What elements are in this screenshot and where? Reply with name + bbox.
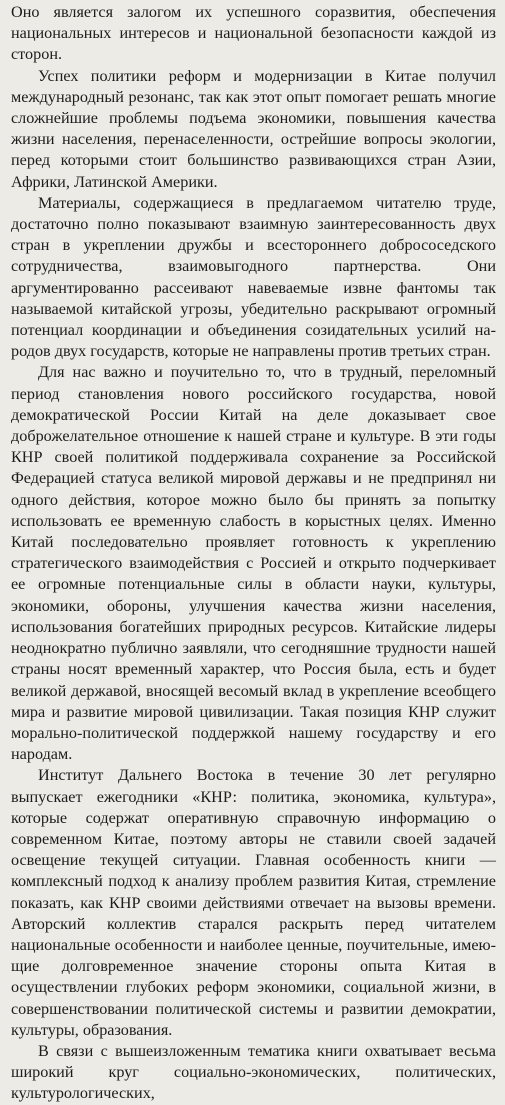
paragraph-continuation: Оно является залогом их успешного соразвития, обеспечения национальных интересов и национальной безопасности каждой из сторон. <box>11 3 496 64</box>
paragraph-materials: Материалы, содержащиеся в предлагаемом читателю труде, достаточно полно показывают взаимную заинтересованность двух стран в укреплении дружбы и всестороннего добрососедского сотрудничества, взаимовыгодного партнерства. Они аргументированно рассеивают навеваемые извне фантомы так называемой китайской угрозы, убедительно раскрывают огромный потенциал координации и объединения созидательных усилий народов двух государств, которые не направлены против третьих стран. <box>11 193 496 361</box>
paragraph-reform-resonance: Успех политики реформ и модернизации в Китае получил международный резонанс, так как этот опыт помогает решать многие сложнейшие проблемы подъема экономики, повышения качества жизни населения, перенаселенности, острейшие вопросы экологии, перед которыми стоит большинство развивающихся стран Азии, Африки, Латинской Америки. <box>11 66 496 191</box>
paragraph-institute: Институт Дальнего Востока в течение 30 лет регулярно выпускает ежегодники «КНР: политика, экономика, культура», которые содержат оперативную справочную информацию о современном Китае, поэтому авторы не ставили своей задачей освещение текущей ситуации. Главная особенность книги — комплексный подход к анализу проблем развития Китая, стремление показать, как КНР своими действиями отвечает на вызовы времени. Авторский коллектив старался раскрыть перед читателем национальные особенности и наиболее ценные, поучительные, имеющие долговременное значение стороны опыта Китая в осуществлении глубоких реформ экономики, социальной жизни, в совершенствовании политической системы и развитии демократии, культуры, образования. <box>11 766 496 1039</box>
paragraph-topics: В связи с вышеизложенным тематика книги охватывает весьма широкий круг социально-экономических, политических, культурологических, <box>11 1041 496 1103</box>
paragraph-china-support: Для нас важно и поучительно то, что в трудный, переломный период становления нового российского государства, новой демократической России Китай на деле доказывает свое доброжелательное отношение к нашей стране и культуре. В эти годы КНР своей политикой поддерживала сохранение за Российской Федерацией статуса великой мировой державы и не предпринял ни одного действия, которое можно было бы принять за попытку использовать ее временную слабость в корыстных целях. Именно Китай последовательно проявляет готовность к укреплению стратегического взаимодействия с Россией и открыто подчеркивает ее огромные потенциальные силы в области науки, культуры, экономики, обороны, улучшения качества жизни населения, использования богатейших природных ресурсов. Китайские лидеры неоднократно публично заявляли, что сегодняшние трудности нашей страны носят временный характер, что Россия была, есть и будет великой державой, вносящей весомый вклад в укрепление всеобщего мира и развитие мировой цивилизации. Такая позиция КНР служит морально-политической поддержкой нашему государству и его народам. <box>11 363 496 764</box>
